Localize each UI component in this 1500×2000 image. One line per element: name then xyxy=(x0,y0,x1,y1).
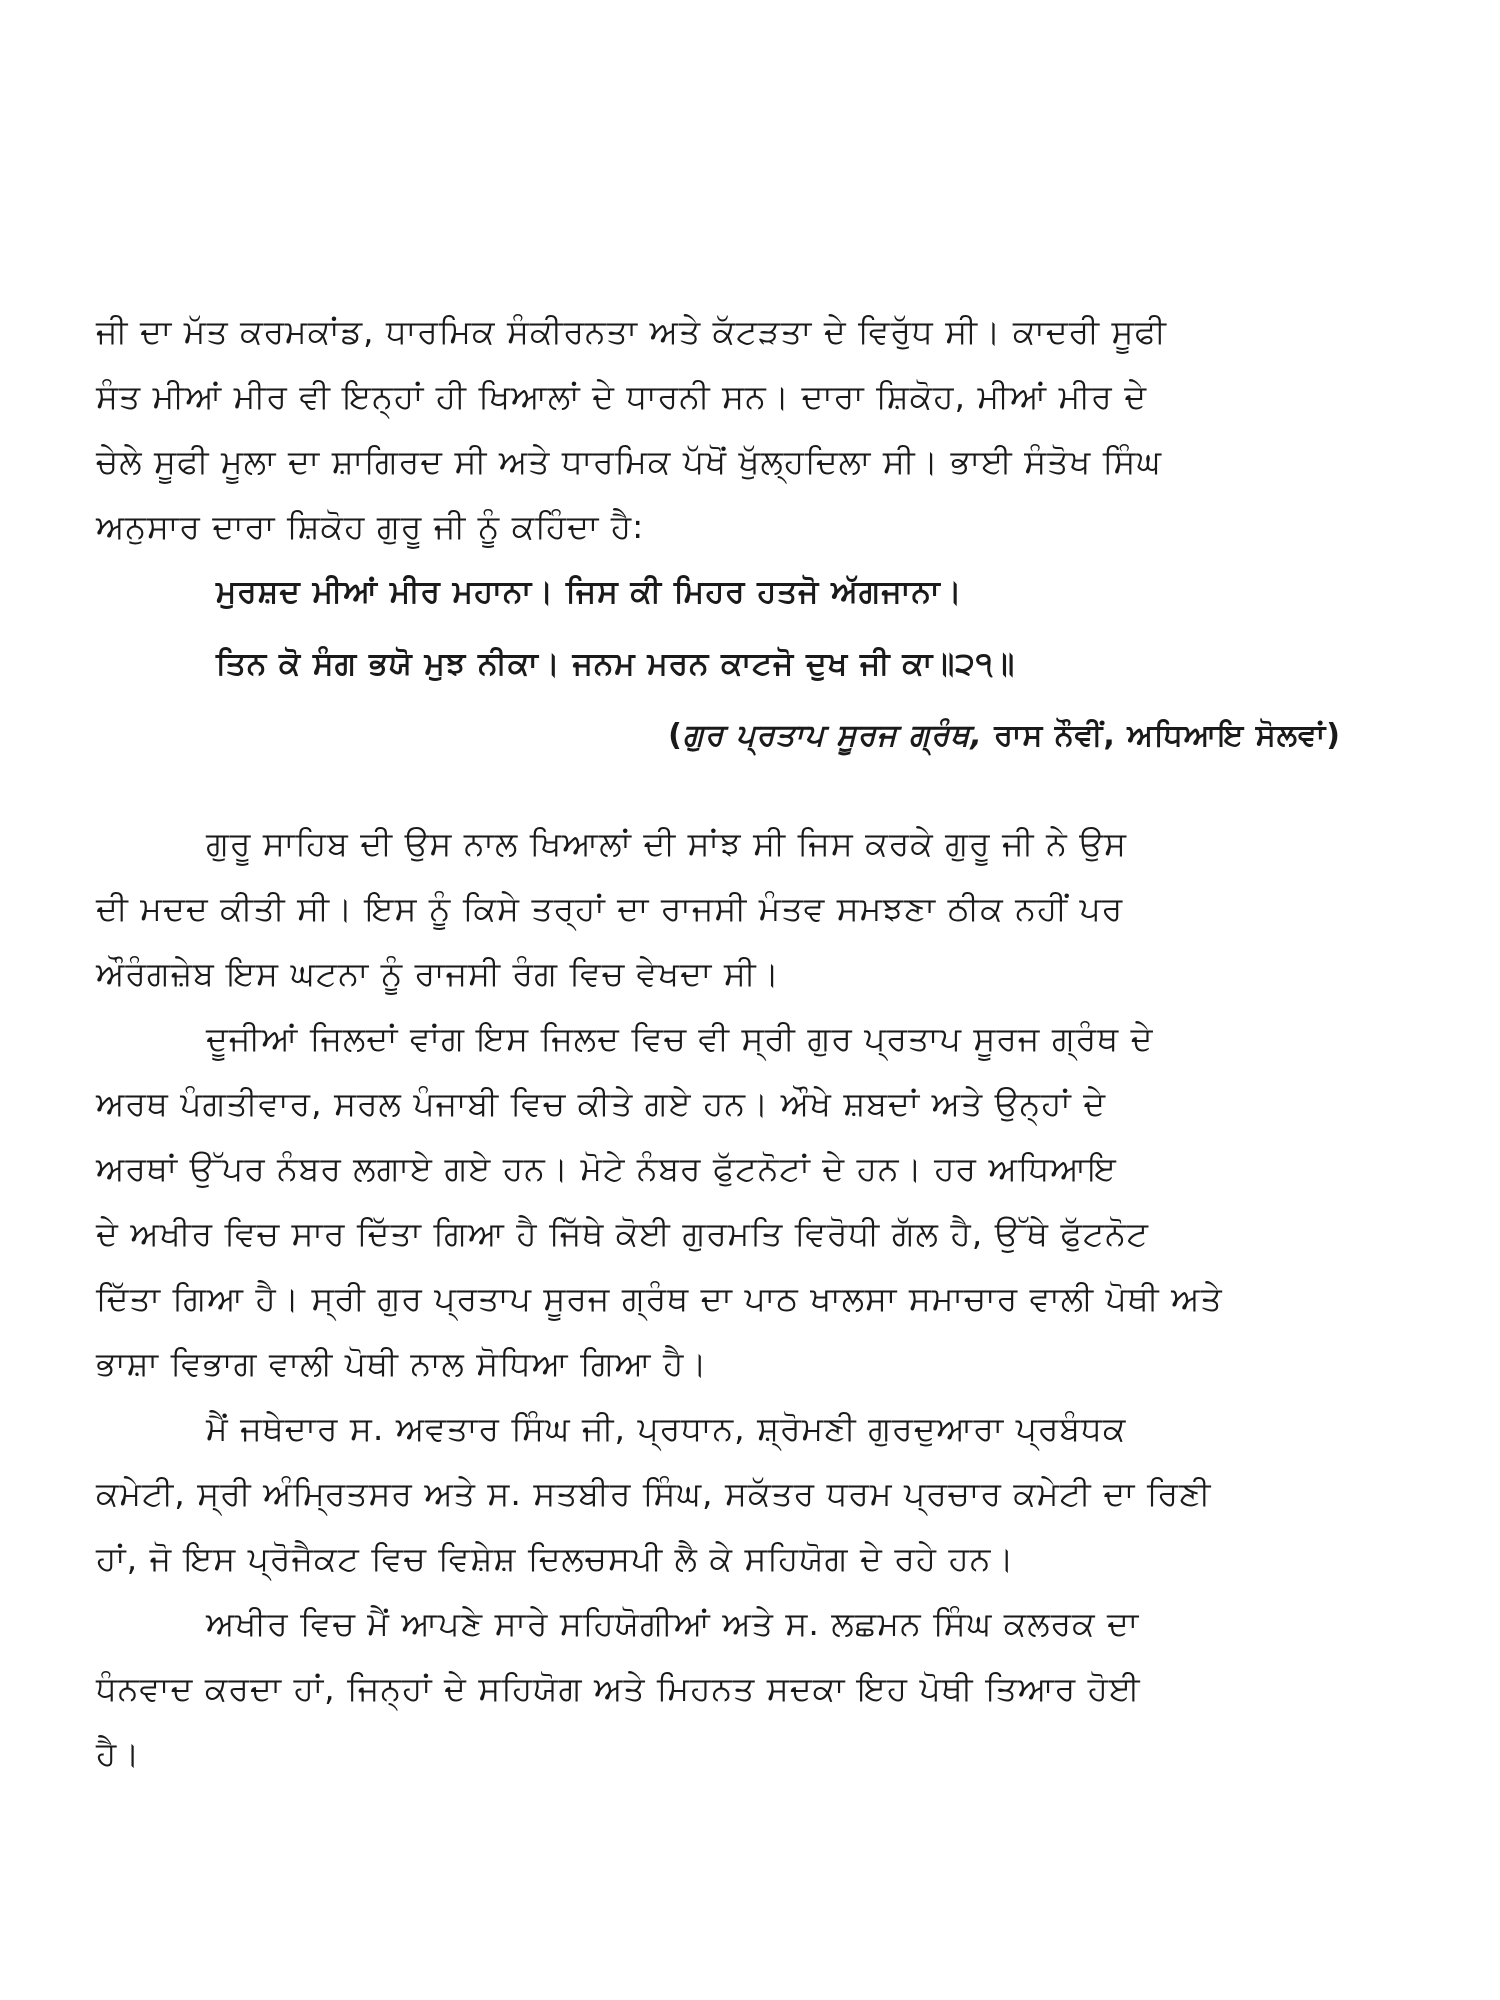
text-line: ਅਖੀਰ ਵਿਚ ਮੈਂ ਆਪਣੇ ਸਾਰੇ ਸਹਿਯੋਗੀਆਂ ਅਤੇ ਸ. ਲਛਮਨ ਸਿੰਘ ਕਲਰਕ ਦਾ xyxy=(206,1604,1140,1643)
citation-title: ਗੁਰ ਪ੍ਰਤਾਪ ਸੂਰਜ ਗ੍ਰੰਥ, xyxy=(682,718,983,753)
text-line: ਅਨੁਸਾਰ ਦਾਰਾ ਸ਼ਿਕੋਹ ਗੁਰੂ ਜੀ ਨੂੰ ਕਹਿੰਦਾ ਹੈ: xyxy=(96,507,645,546)
text-line: ਦਿੱਤਾ ਗਿਆ ਹੈ। ਸ੍ਰੀ ਗੁਰ ਪ੍ਰਤਾਪ ਸੂਰਜ ਗ੍ਰੰਥ ਦਾ ਪਾਠ ਖਾਲਸਾ ਸਮਾਚਾਰ ਵਾਲੀ ਪੋਥੀ ਅਤੇ xyxy=(96,1279,1223,1318)
paragraph-5 xyxy=(96,1600,1341,1778)
text-line: ਅਰਥ ਪੰਗਤੀਵਾਰ, ਸਰਲ ਪੰਜਾਬੀ ਵਿਚ ਕੀਤੇ ਗਏ ਹਨ। ਔਖੇ ਸ਼ਬਦਾਂ ਅਤੇ ਉਨ੍ਹਾਂ ਦੇ xyxy=(96,1084,1107,1123)
paragraph-3 xyxy=(96,1015,1341,1388)
text-line: ਔਰੰਗਜ਼ੇਬ ਇਸ ਘਟਨਾ ਨੂੰ ਰਾਜਸੀ ਰੰਗ ਵਿਚ ਵੇਖਦਾ ਸੀ। xyxy=(96,954,780,993)
text-line: ਦੂਜੀਆਂ ਜਿਲਦਾਂ ਵਾਂਗ ਇਸ ਜਿਲਦ ਵਿਚ ਵੀ ਸ੍ਰੀ ਗੁਰ ਪ੍ਰਤਾਪ ਸੂਰਜ ਗ੍ਰੰਥ ਦੇ xyxy=(206,1019,1154,1058)
text-line: ਦੇ ਅਖੀਰ ਵਿਚ ਸਾਰ ਦਿੱਤਾ ਗਿਆ ਹੈ ਜਿੱਥੇ ਕੋਈ ਗੁਰਮਤਿ ਵਿਰੋਧੀ ਗੱਲ ਹੈ, ਉੱਥੇ ਫੁੱਟਨੋਟ xyxy=(96,1214,1149,1253)
text-line: ਕਮੇਟੀ, ਸ੍ਰੀ ਅੰਮ੍ਰਿਤਸਰ ਅਤੇ ਸ. ਸਤਬੀਰ ਸਿੰਘ, ਸਕੱਤਰ ਧਰਮ ਪ੍ਰਚਾਰ ਕਮੇਟੀ ਦਾ ਰਿਣੀ xyxy=(96,1474,1212,1513)
text-line: ਗੁਰੂ ਸਾਹਿਬ ਦੀ ਉਸ ਨਾਲ ਖਿਆਲਾਂ ਦੀ ਸਾਂਝ ਸੀ ਜਿਸ ਕਰਕੇ ਗੁਰੂ ਜੀ ਨੇ ਉਸ xyxy=(206,824,1128,863)
verse-line: ਤਿਨ ਕੋ ਸੰਗ ਭਯੋ ਮੁਝ ਨੀਕਾ। ਜਨਮ ਮਰਨ ਕਾਟਜੋ ਦੁਖ ਜੀ ਕਾ॥੨੧॥ xyxy=(216,646,1016,682)
text-line: ਜੀ ਦਾ ਮੱਤ ਕਰਮਕਾਂਡ, ਧਾਰਮਿਕ ਸੰਕੀਰਨਤਾ ਅਤੇ ਕੱਟੜਤਾ ਦੇ ਵਿਰੁੱਧ ਸੀ। ਕਾਦਰੀ ਸੂਫੀ xyxy=(96,312,1167,351)
verse-block xyxy=(96,568,1341,688)
citation-open: ( xyxy=(668,718,683,753)
text-line: ਹਾਂ, ਜੋ ਇਸ ਪ੍ਰੋਜੈਕਟ ਵਿਚ ਵਿਸ਼ੇਸ਼ ਦਿਲਚਸਪੀ ਲੈ ਕੇ ਸਹਿਯੋਗ ਦੇ ਰਹੇ ਹਨ। xyxy=(96,1539,1015,1578)
text-line: ਸੰਤ ਮੀਆਂ ਮੀਰ ਵੀ ਇਨ੍ਹਾਂ ਹੀ ਖਿਆਲਾਂ ਦੇ ਧਾਰਨੀ ਸਨ। ਦਾਰਾ ਸ਼ਿਕੋਹ, ਮੀਆਂ ਮੀਰ ਦੇ xyxy=(96,377,1148,416)
text-line: ਧੰਨਵਾਦ ਕਰਦਾ ਹਾਂ, ਜਿਨ੍ਹਾਂ ਦੇ ਸਹਿਯੋਗ ਅਤੇ ਮਿਹਨਤ ਸਦਕਾ ਇਹ ਪੋਥੀ ਤਿਆਰ ਹੋਈ xyxy=(96,1669,1141,1708)
text-line: ਹੈ। xyxy=(96,1734,141,1773)
text-line: ਭਾਸ਼ਾ ਵਿਭਾਗ ਵਾਲੀ ਪੋਥੀ ਨਾਲ ਸੋਧਿਆ ਗਿਆ ਹੈ। xyxy=(96,1344,708,1383)
text-line: ਦੀ ਮਦਦ ਕੀਤੀ ਸੀ। ਇਸ ਨੂੰ ਕਿਸੇ ਤਰ੍ਹਾਂ ਦਾ ਰਾਜਸੀ ਮੰਤਵ ਸਮਝਣਾ ਠੀਕ ਨਹੀਂ ਪਰ xyxy=(96,889,1124,928)
verse-citation xyxy=(96,712,1341,760)
paragraph-4 xyxy=(96,1405,1341,1583)
document-body xyxy=(96,308,1341,1795)
paragraph-1 xyxy=(96,308,1341,551)
citation-rest: ਰਾਸ ਨੌਵੀਂ, ਅਧਿਆਇ ਸੋਲਵਾਂ) xyxy=(982,718,1341,753)
text-line: ਅਰਥਾਂ ਉੱਪਰ ਨੰਬਰ ਲਗਾਏ ਗਏ ਹਨ। ਮੋਟੇ ਨੰਬਰ ਫੁੱਟਨੋਟਾਂ ਦੇ ਹਨ। ਹਰ ਅਧਿਆਇ xyxy=(96,1149,1117,1188)
text-line: ਮੈਂ ਜਥੇਦਾਰ ਸ. ਅਵਤਾਰ ਸਿੰਘ ਜੀ, ਪ੍ਰਧਾਨ, ਸ਼੍ਰੋਮਣੀ ਗੁਰਦੁਆਰਾ ਪ੍ਰਬੰਧਕ xyxy=(206,1409,1127,1448)
verse-line: ਮੁਰਸ਼ਦ ਮੀਆਂ ਮੀਰ ਮਹਾਨਾ। ਜਿਸ ਕੀ ਮਿਹਰ ਹਤਜੋ ਅੱਗਜਾਨਾ। xyxy=(216,574,963,610)
text-line: ਚੇਲੇ ਸੂਫੀ ਮੂਲਾ ਦਾ ਸ਼ਾਗਿਰਦ ਸੀ ਅਤੇ ਧਾਰਮਿਕ ਪੱਖੋਂ ਖੁੱਲ੍ਹਦਿਲਾ ਸੀ। ਭਾਈ ਸੰਤੋਖ ਸਿੰਘ xyxy=(96,442,1162,481)
paragraph-2 xyxy=(96,820,1341,998)
